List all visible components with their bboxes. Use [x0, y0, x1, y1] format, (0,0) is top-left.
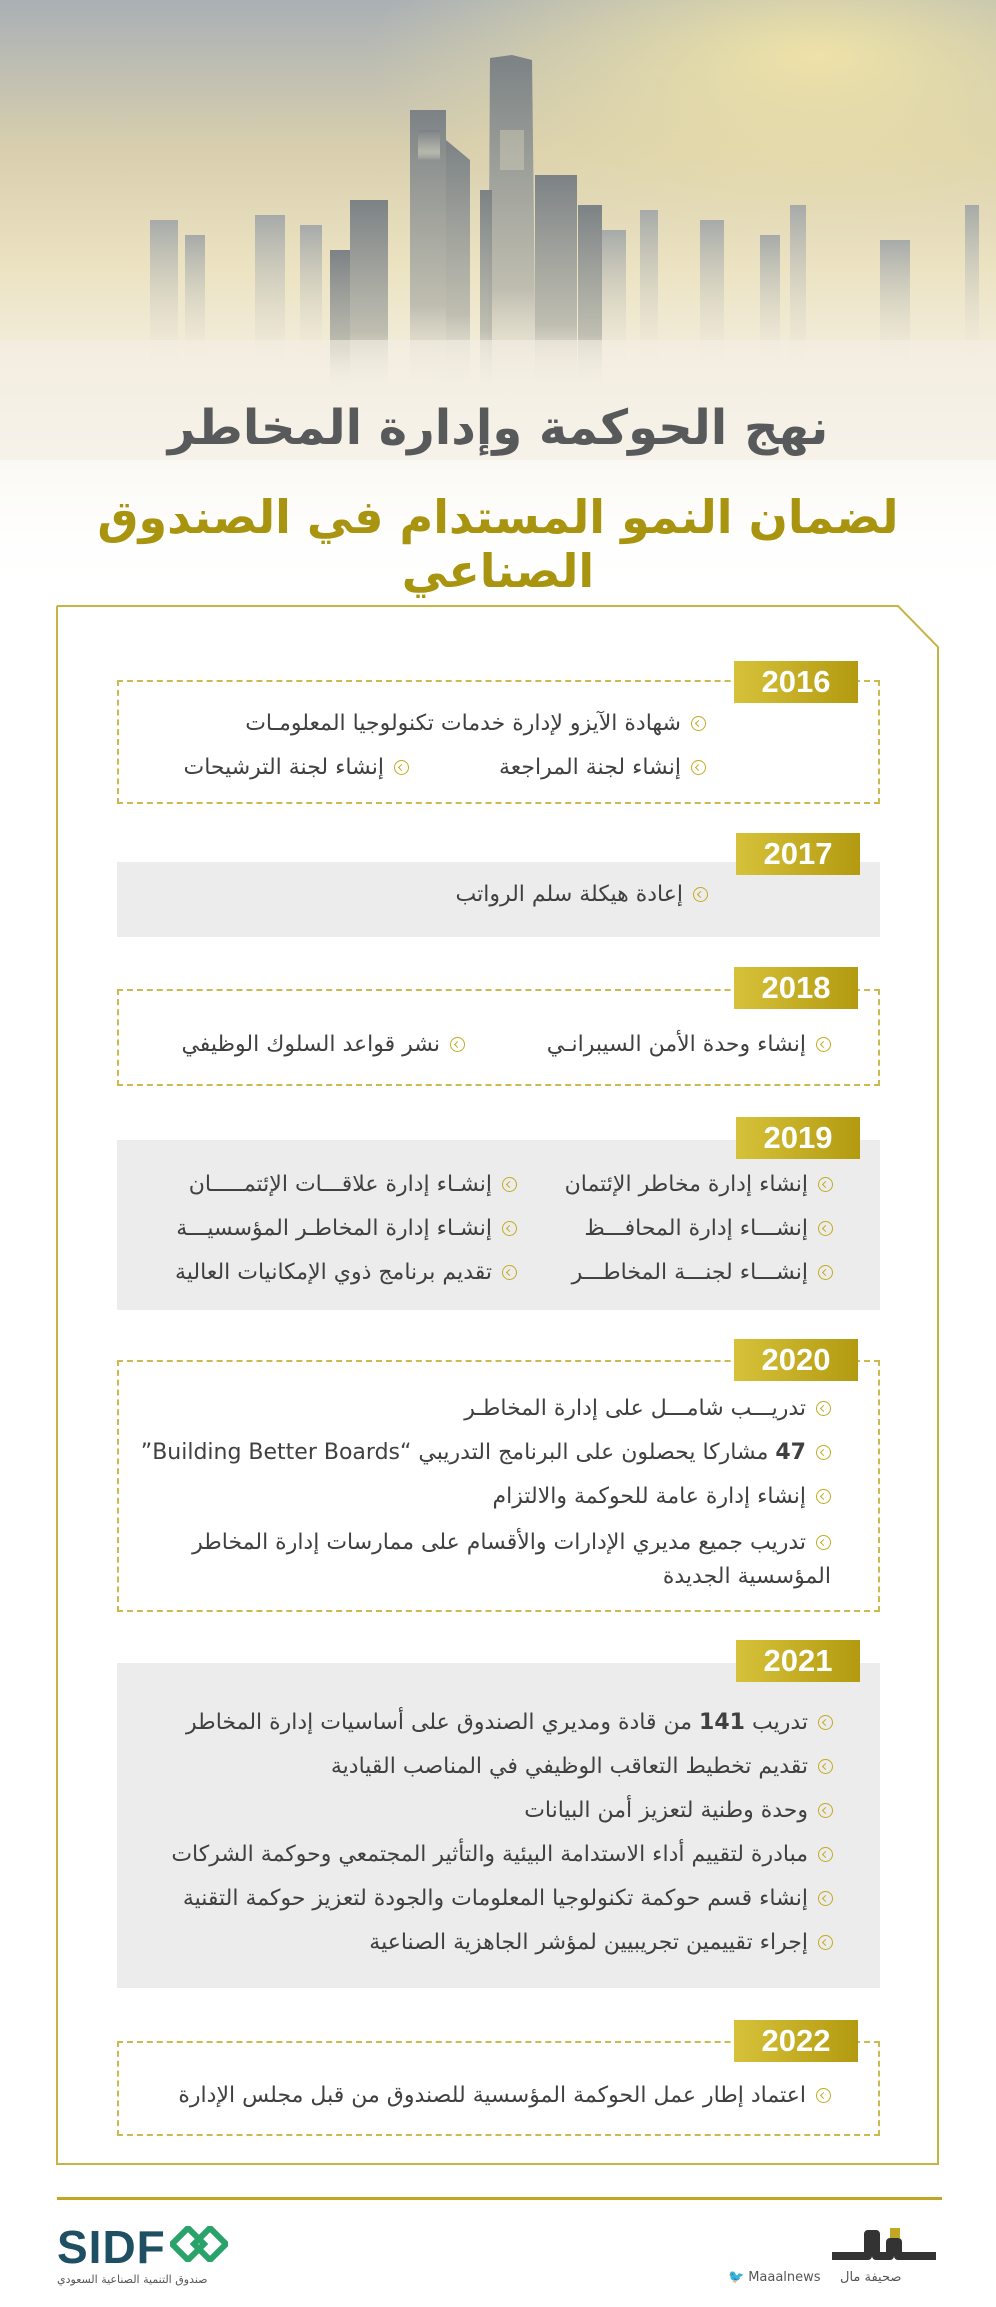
list-item: إعادة هيكلة سلم الرواتب: [456, 880, 709, 910]
year-tab-2016: 2016: [734, 661, 858, 703]
footer-divider: [57, 2197, 942, 2200]
check-circle-icon: [816, 1489, 831, 1504]
year-tab-2022: 2022: [734, 2020, 858, 2062]
list-item: وحدة وطنية لتعزيز أمن البيانات: [524, 1796, 833, 1826]
list-item: إنشاء قسم حوكمة تكنولوجيا المعلومات والجودة لتعزيز حوكمة التقنية: [183, 1884, 833, 1914]
check-circle-icon: [818, 1935, 833, 1950]
check-circle-icon: [818, 1177, 833, 1192]
list-item: تدريب 141 من قادة ومديري الصندوق على أساسيات إدارة المخاطر: [186, 1708, 833, 1738]
year-block-2018: [117, 970, 880, 1086]
check-circle-icon: [450, 1037, 465, 1052]
year-tab-2019: 2019: [736, 1117, 860, 1159]
list-item: تدريـــب شامـــل على إدارة المخاطـر: [464, 1394, 831, 1424]
list-item: إنشـــاء إدارة المحافـــظ: [584, 1214, 833, 1244]
year-block-2021: [117, 1643, 880, 1988]
check-circle-icon: [818, 1847, 833, 1862]
list-item: إجراء تقييمين تجريبيين لمؤشر الجاهزية الصناعية: [369, 1928, 833, 1958]
year-block-2016: [117, 664, 880, 804]
check-circle-icon: [394, 760, 409, 775]
twitter-handle[interactable]: 🐦 Maaalnews: [728, 2270, 821, 2285]
year-tab-2017: 2017: [736, 833, 860, 875]
page-subtitle: لضمان النمو المستدام في الصندوق الصناعي: [97, 490, 899, 598]
year-block-2019: [117, 1120, 880, 1310]
year-block-2022: [117, 2023, 880, 2136]
check-circle-icon: [816, 1535, 831, 1550]
list-item: مبادرة لتقييم أداء الاستدامة البيئية والتأثير المجتمعي وحوكمة الشركات: [171, 1840, 833, 1870]
check-circle-icon: [818, 1759, 833, 1774]
sidf-subtitle: صندوق التنمية الصناعية السعودي: [57, 2273, 208, 2286]
list-item: إنشـــاء لجنـــة المخاطـــر: [572, 1258, 833, 1288]
twitter-icon: 🐦: [728, 2270, 745, 2285]
check-circle-icon: [691, 760, 706, 775]
sidf-logo-icon: [170, 2226, 228, 2262]
list-item: إنشاء لجنة المراجعة: [499, 753, 706, 783]
check-circle-icon: [693, 887, 708, 902]
list-item: إنشـاء إدارة علاقـــات الإئتمـــــان: [189, 1170, 517, 1200]
check-circle-icon: [818, 1803, 833, 1818]
list-item: إنشـاء إدارة المخاطـر المؤسسيـــة: [176, 1214, 517, 1244]
list-item: شهادة الآيزو لإدارة خدمات تكنولوجيا المعلومـات: [245, 709, 706, 739]
check-circle-icon: [816, 1401, 831, 1416]
list-item: إنشاء لجنة الترشيحات: [183, 753, 409, 783]
maal-logo-icon: [828, 2222, 940, 2266]
check-circle-icon: [816, 2088, 831, 2103]
list-item: تقديم تخطيط التعاقب الوظيفي في المناصب القيادية: [331, 1752, 833, 1782]
check-circle-icon: [816, 1445, 831, 1460]
list-item: إنشاء إدارة مخاطر الإئتمان: [565, 1170, 833, 1200]
check-circle-icon: [818, 1891, 833, 1906]
list-item: 47 مشاركا يحصلون على البرنامج التدريبي “Building Better Boards”: [141, 1438, 831, 1468]
check-circle-icon: [502, 1221, 517, 1236]
year-block-2020: [117, 1342, 880, 1612]
check-circle-icon: [502, 1177, 517, 1192]
list-item: إنشاء إدارة عامة للحوكمة والالتزام: [493, 1482, 832, 1512]
year-tab-2018: 2018: [734, 967, 858, 1009]
check-circle-icon: [818, 1221, 833, 1236]
list-item: تدريب جميع مديري الإدارات والأقسام على ممارسات إدارة المخاطر المؤسسية الجديدة: [192, 1530, 831, 1589]
sidf-logo-text: SIDF: [57, 2221, 166, 2273]
check-circle-icon: [818, 1715, 833, 1730]
year-tab-2021: 2021: [736, 1640, 860, 1682]
list-item: اعتماد إطار عمل الحوكمة المؤسسية للصندوق من قبل مجلس الإدارة: [178, 2081, 831, 2111]
page-title: نهج الحوكمة وإدارة المخاطر: [167, 400, 829, 456]
list-item: إنشاء وحدة الأمن السيبرانـي: [547, 1030, 831, 1060]
check-circle-icon: [818, 1265, 833, 1280]
check-circle-icon: [502, 1265, 517, 1280]
list-item: تقديم برنامج ذوي الإمكانيات العالية: [175, 1258, 517, 1288]
year-block-2017: [117, 836, 880, 937]
check-circle-icon: [691, 716, 706, 731]
year-tab-2020: 2020: [734, 1339, 858, 1381]
list-item: نشر قواعد السلوك الوظيفي: [181, 1030, 465, 1060]
check-circle-icon: [816, 1037, 831, 1052]
maal-subtitle: صحيفة مال: [840, 2270, 902, 2285]
